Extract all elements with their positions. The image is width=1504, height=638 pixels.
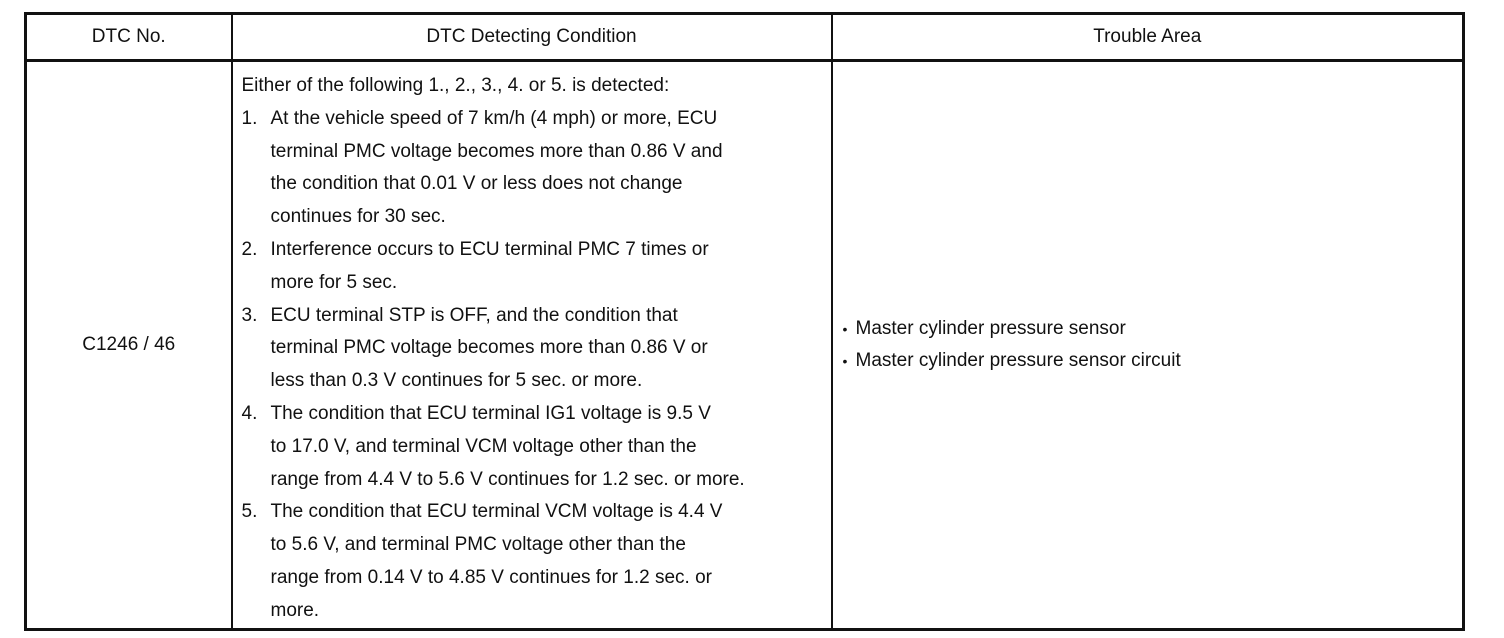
condition-line: The condition that ECU terminal IG1 voltage is 9.5 V: [270, 402, 711, 424]
condition-line: continues for 30 sec.: [270, 206, 446, 228]
trouble-area-item: [843, 313, 1463, 345]
dtc-table: [24, 12, 1465, 631]
bullet-icon: •: [842, 352, 848, 369]
detecting-condition-cell: [232, 61, 832, 630]
condition-intro: Either of the following 1., 2., 3., 4. or 5. is detected:: [241, 75, 670, 96]
condition-text: [271, 496, 825, 627]
condition-number: 4.: [241, 402, 258, 424]
table-row: [26, 61, 1464, 630]
trouble-area-text: Master cylinder pressure sensor circuit: [855, 349, 1181, 371]
trouble-area-cell: [832, 61, 1464, 630]
condition-line: At the vehicle speed of 7 km/h (4 mph) or more, ECU: [270, 107, 718, 129]
condition-text: [271, 103, 825, 234]
header-dtc-no: DTC No.: [26, 14, 232, 61]
condition-line: The condition that ECU terminal VCM voltage is 4.4 V: [270, 501, 723, 523]
condition-line: more for 5 sec.: [270, 271, 398, 293]
condition-item: [242, 300, 825, 398]
condition-number: 2.: [241, 238, 258, 260]
condition-line: less than 0.3 V continues for 5 sec. or more.: [270, 370, 643, 392]
condition-line: range from 4.4 V to 5.6 V continues for 1.2 sec. or more.: [270, 468, 745, 490]
dtc-code-cell: C1246 / 46: [26, 61, 232, 630]
header-row: [26, 14, 1464, 61]
condition-number: 1.: [241, 107, 258, 129]
condition-item: [242, 496, 825, 627]
condition-list: [242, 103, 825, 628]
condition-number: 5.: [241, 501, 258, 523]
condition-line: more.: [270, 599, 320, 621]
header-detecting-condition: DTC Detecting Condition: [232, 14, 832, 61]
condition-text: [271, 398, 825, 496]
condition-line: range from 0.14 V to 4.85 V continues for 1.2 sec. or: [270, 566, 712, 588]
condition-number: 3.: [241, 304, 258, 326]
condition-line: to 17.0 V, and terminal VCM voltage other than the: [270, 435, 697, 457]
condition-item: [242, 103, 825, 234]
condition-line: terminal PMC voltage becomes more than 0.86 V or: [270, 337, 708, 359]
condition-line: Interference occurs to ECU terminal PMC 7 times or: [270, 238, 709, 260]
trouble-area-item: [843, 345, 1463, 377]
condition-line: the condition that 0.01 V or less does not change: [270, 173, 683, 195]
condition-text: [271, 300, 825, 398]
condition-text: [271, 234, 825, 300]
bullet-icon: •: [842, 320, 848, 337]
trouble-area-list: [833, 313, 1463, 377]
condition-line: terminal PMC voltage becomes more than 0.86 V and: [270, 140, 723, 162]
condition-item: [242, 234, 825, 300]
condition-line: ECU terminal STP is OFF, and the condition that: [270, 304, 678, 326]
trouble-area-text: Master cylinder pressure sensor: [855, 317, 1126, 339]
header-trouble-area: Trouble Area: [832, 14, 1464, 61]
condition-line: to 5.6 V, and terminal PMC voltage other than the: [270, 534, 686, 556]
condition-item: [242, 398, 825, 496]
